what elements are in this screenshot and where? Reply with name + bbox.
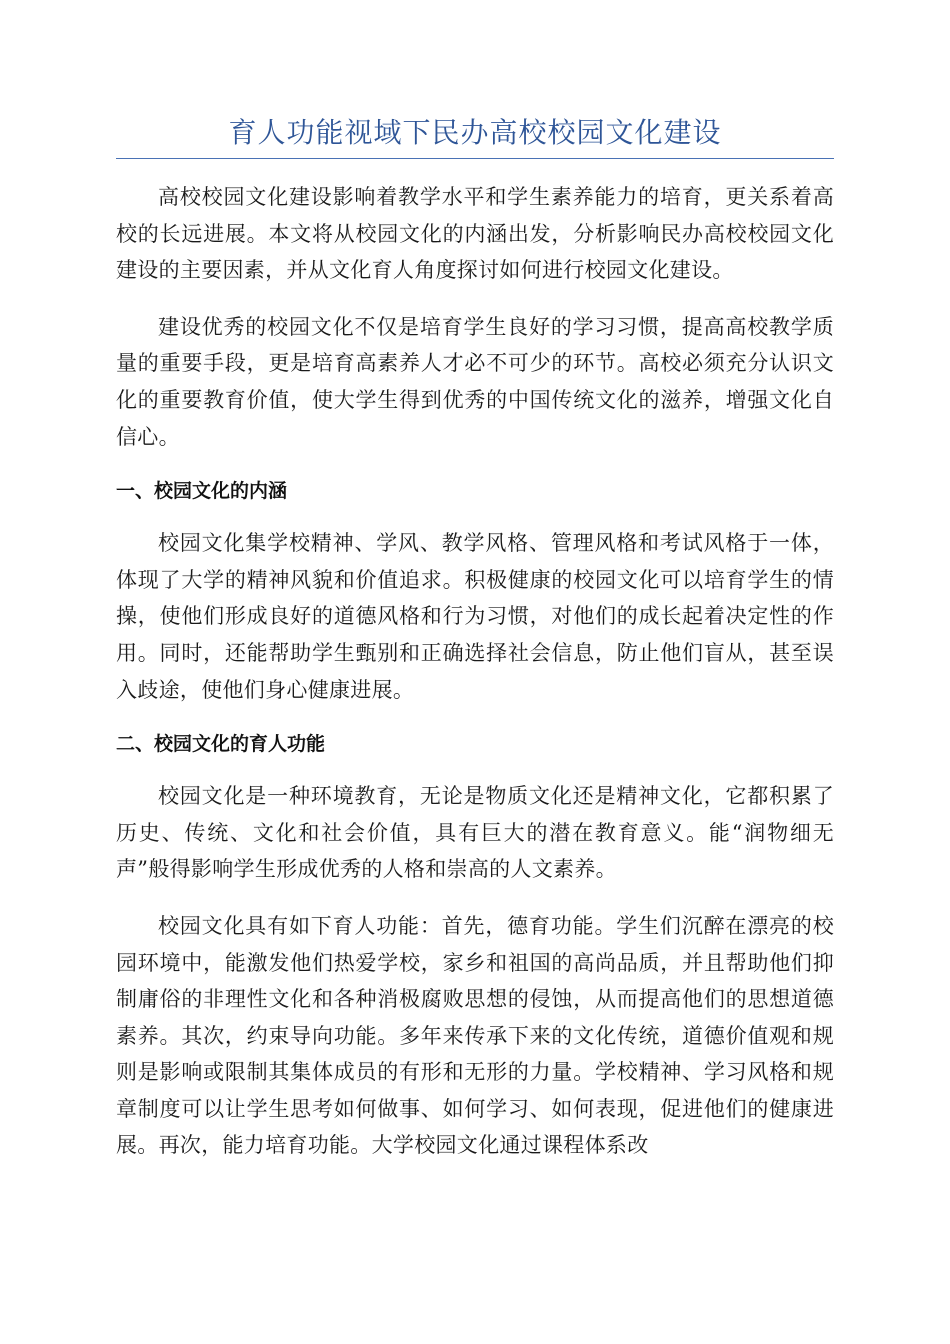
intro-paragraph-1: 高校校园文化建设影响着教学水平和学生素养能力的培育，更关系着高校的长远进展。本文将从校园文化的内涵出发，分析影响民办高校校园文化建设的主要因素，并从文化育人角度探讨如何进行校园文化建设。 — [116, 185, 834, 283]
section-heading-educational-function: 二、校园文化的育人功能 — [116, 733, 326, 756]
section-heading-connotation: 一、校园文化的内涵 — [116, 480, 288, 503]
section-2-paragraph-1: 校园文化是一种环境教育，无论是物质文化还是精神文化，它都积累了历史、传统、文化和社会价值，具有巨大的潜在教育意义。能“润物细无声”般得影响学生形成优秀的人格和崇高的人文素养。 — [116, 784, 834, 882]
section-2-paragraph-2: 校园文化具有如下育人功能：首先，德育功能。学生们沉醉在漂亮的校园环境中，能激发他们热爱学校，家乡和祖国的高尚品质，并且帮助他们抑制庸俗的非理性文化和各种消极腐败思想的侵蚀，从而提高他们的思想道德素养。其次，约束导向功能。多年来传承下来的文化传统，道德价值观和规则是影响或限制其集体成员的有形和无形的力量。学校精神、学习风格和规章制度可以让学生思考如何做事、如何学习、如何表现，促进他们的健康进展。再次，能力培育功能。大学校园文化通过课程体系改 — [116, 913, 834, 1158]
document-page — [116, 112, 834, 1164]
document-title: 育人功能视域下民办高校校园文化建设 — [116, 112, 834, 159]
intro-paragraph-2: 建设优秀的校园文化不仅是培育学生良好的学习习惯，提高高校教学质量的重要手段，更是培育高素养人才必不可少的环节。高校必须充分认识文化的重要教育价值，使大学生得到优秀的中国传统文化的滋养，增强文化自信心。 — [116, 314, 834, 449]
section-1-paragraph-1: 校园文化集学校精神、学风、教学风格、管理风格和考试风格于一体，体现了大学的精神风貌和价值追求。积极健康的校园文化可以培育学生的情操，使他们形成良好的道德风格和行为习惯，对他们的成长起着决定性的作用。同时，还能帮助学生甄别和正确选择社会信息，防止他们盲从，甚至误入歧途，使他们身心健康进展。 — [116, 531, 834, 702]
